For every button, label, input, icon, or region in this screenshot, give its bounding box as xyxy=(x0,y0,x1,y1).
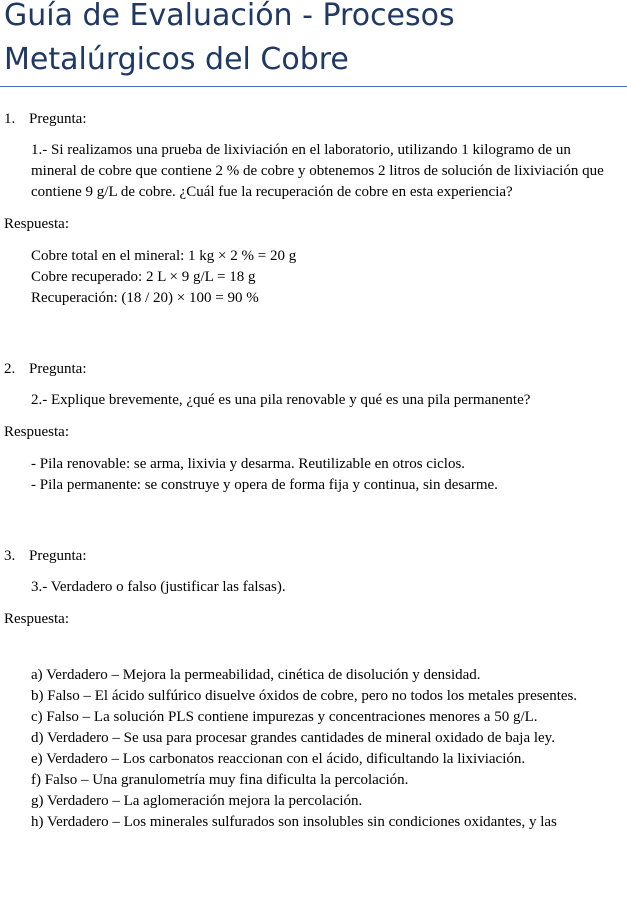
answer-line: f) Falso – Una granulometría muy fina dificulta la percolación. xyxy=(31,772,409,788)
question-heading-label: Pregunta: xyxy=(29,548,87,564)
document-title: Guía de Evaluación - Procesos Metalúrgicos del Cobre xyxy=(4,0,455,77)
answer-line: Recuperación: (18 / 20) × 100 = 90 % xyxy=(31,290,259,306)
document-body xyxy=(0,109,627,833)
answer-block xyxy=(31,665,607,833)
question-text: 3.- Verdadero o falso (justificar las falsas). xyxy=(31,579,286,595)
answer-line: - Pila renovable: se arma, lixivia y desarma. Reutilizable en otros ciclos. xyxy=(31,456,466,472)
answer-spacer xyxy=(0,641,627,665)
question-heading-label: Pregunta: xyxy=(29,361,87,377)
question-2 xyxy=(0,359,627,496)
answer-line: h) Verdadero – Los minerales sulfurados son insolubles sin condiciones oxidantes, y las xyxy=(31,814,557,830)
question-number: 2. xyxy=(4,361,16,377)
answer-line: g) Verdadero – La aglomeración mejora la percolación. xyxy=(31,793,363,809)
question-text: 1.- Si realizamos una prueba de lixiviación en el laboratorio, utilizando 1 kilogramo de un mineral de cobre que contiene 2 % de cobre y obtenemos 2 litros de solución de lixiviación que contiene 9 g/L de cobre. ¿Cuál fue la recuperación de cobre en esta experiencia? xyxy=(31,142,604,200)
answer-block xyxy=(31,246,607,309)
section-spacer xyxy=(0,309,627,359)
question-heading xyxy=(0,109,627,130)
answer-line: b) Falso – El ácido sulfúrico disuelve óxidos de cobre, pero no todos los metales presentes. xyxy=(31,688,578,704)
question-heading xyxy=(0,546,627,567)
question-heading xyxy=(0,359,627,380)
answer-label: Respuesta: xyxy=(4,424,69,440)
answer-line: d) Verdadero – Se usa para procesar grandes cantidades de mineral oxidado de baja ley. xyxy=(31,730,555,746)
answer-line: a) Verdadero – Mejora la permeabilidad, cinética de disolución y densidad. xyxy=(31,667,481,683)
answer-line: c) Falso – La solución PLS contiene impurezas y concentraciones menores a 50 g/L. xyxy=(31,709,538,725)
question-number: 3. xyxy=(4,548,16,564)
question-text: 2.- Explique brevemente, ¿qué es una pila renovable y qué es una pila permanente? xyxy=(31,392,531,408)
answer-label: Respuesta: xyxy=(4,611,69,627)
question-number: 1. xyxy=(4,111,16,127)
answer-line: e) Verdadero – Los carbonatos reaccionan con el ácido, dificultando la lixiviación. xyxy=(31,751,526,767)
question-heading-label: Pregunta: xyxy=(29,111,87,127)
answer-line: Cobre recuperado: 2 L × 9 g/L = 18 g xyxy=(31,269,256,285)
answer-block xyxy=(31,454,607,496)
title-underline xyxy=(0,86,627,87)
question-1 xyxy=(0,109,627,309)
answer-line: - Pila permanente: se construye y opera de forma fija y continua, sin desarme. xyxy=(31,477,498,493)
answer-label: Respuesta: xyxy=(4,216,69,232)
section-spacer xyxy=(0,496,627,546)
answer-line: Cobre total en el mineral: 1 kg × 2 % = 20 g xyxy=(31,248,297,264)
question-3 xyxy=(0,546,627,833)
